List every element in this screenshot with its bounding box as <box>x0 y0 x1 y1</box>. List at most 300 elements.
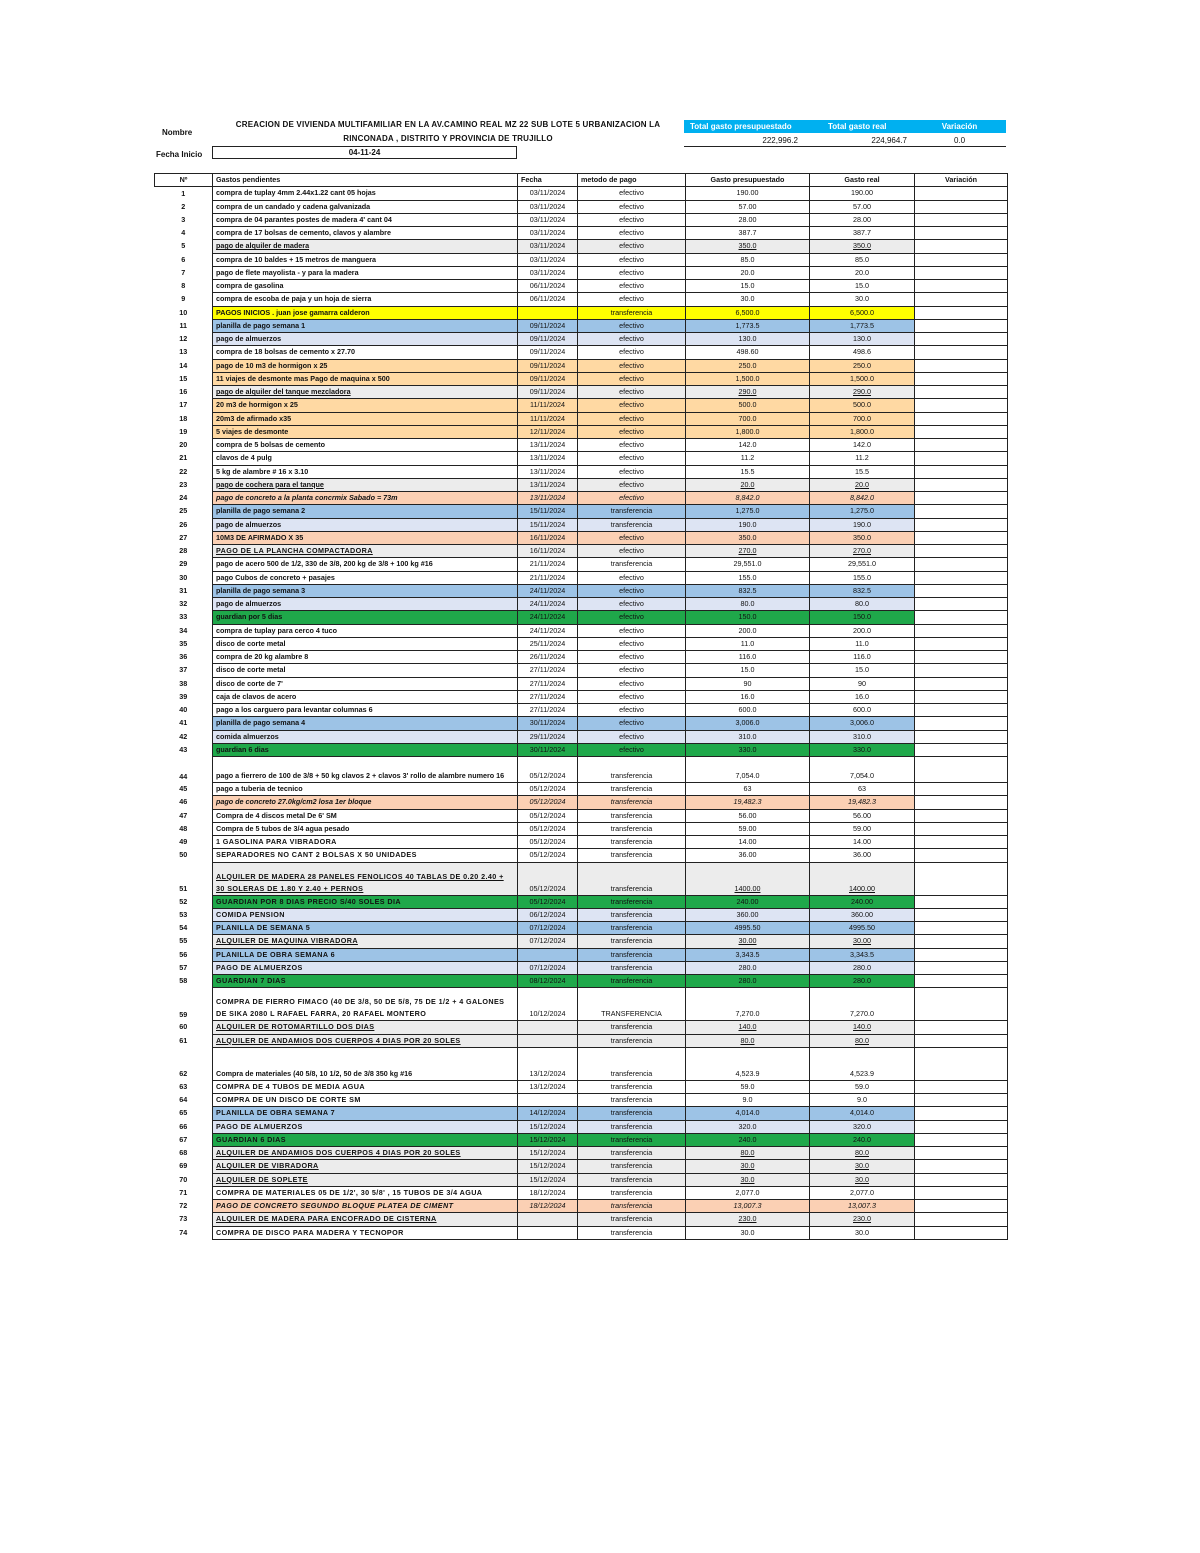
row-number[interactable]: 44 <box>155 757 213 783</box>
expense-date[interactable]: 24/11/2024 <box>518 624 578 637</box>
variance-cell[interactable] <box>915 266 1008 279</box>
budgeted-amount[interactable]: 240.00 <box>686 895 810 908</box>
row-number[interactable]: 45 <box>155 783 213 796</box>
variance-cell[interactable] <box>915 822 1008 835</box>
variance-cell[interactable] <box>915 571 1008 584</box>
row-number[interactable]: 66 <box>155 1120 213 1133</box>
budgeted-amount[interactable]: 28.00 <box>686 213 810 226</box>
variance-cell[interactable] <box>915 624 1008 637</box>
variance-cell[interactable] <box>915 690 1008 703</box>
variance-cell[interactable] <box>915 253 1008 266</box>
payment-method[interactable]: transferencia <box>578 935 686 948</box>
payment-method[interactable]: transferencia <box>578 822 686 835</box>
budgeted-amount[interactable]: 155.0 <box>686 571 810 584</box>
budgeted-amount[interactable]: 280.0 <box>686 975 810 988</box>
actual-amount[interactable]: 190.0 <box>810 518 915 531</box>
payment-method[interactable]: transferencia <box>578 1107 686 1120</box>
variance-cell[interactable] <box>915 895 1008 908</box>
budgeted-amount[interactable]: 80.0 <box>686 598 810 611</box>
expense-description[interactable]: pago a los carguero para levantar columnas 6 <box>213 704 518 717</box>
expense-date[interactable] <box>518 1226 578 1239</box>
payment-method[interactable]: efectivo <box>578 319 686 332</box>
variance-cell[interactable] <box>915 240 1008 253</box>
budgeted-amount[interactable]: 330.0 <box>686 743 810 756</box>
actual-amount[interactable]: 1400.00 <box>810 862 915 895</box>
expense-date[interactable]: 27/11/2024 <box>518 677 578 690</box>
actual-amount[interactable]: 11.2 <box>810 452 915 465</box>
actual-amount[interactable]: 15.0 <box>810 280 915 293</box>
expense-description[interactable]: compra de gasolina <box>213 280 518 293</box>
expense-date[interactable]: 13/12/2024 <box>518 1080 578 1093</box>
budgeted-amount[interactable]: 1,500.0 <box>686 372 810 385</box>
actual-amount[interactable]: 150.0 <box>810 611 915 624</box>
expense-description[interactable]: PLANILLA DE SEMANA 5 <box>213 922 518 935</box>
payment-method[interactable]: efectivo <box>578 531 686 544</box>
actual-amount[interactable]: 29,551.0 <box>810 558 915 571</box>
budgeted-amount[interactable]: 14.00 <box>686 836 810 849</box>
row-number[interactable]: 39 <box>155 690 213 703</box>
expense-date[interactable]: 05/12/2024 <box>518 895 578 908</box>
expense-description[interactable]: comida almuerzos <box>213 730 518 743</box>
row-number[interactable]: 54 <box>155 922 213 935</box>
row-number[interactable]: 21 <box>155 452 213 465</box>
expense-description[interactable]: compra de 04 parantes postes de madera 4' cant 04 <box>213 213 518 226</box>
expense-date[interactable]: 15/12/2024 <box>518 1133 578 1146</box>
row-number[interactable]: 22 <box>155 465 213 478</box>
variance-cell[interactable] <box>915 518 1008 531</box>
budgeted-amount[interactable]: 280.0 <box>686 961 810 974</box>
expense-description[interactable]: clavos de 4 pulg <box>213 452 518 465</box>
payment-method[interactable]: efectivo <box>578 743 686 756</box>
payment-method[interactable]: efectivo <box>578 690 686 703</box>
actual-amount[interactable]: 130.0 <box>810 333 915 346</box>
payment-method[interactable]: transferencia <box>578 783 686 796</box>
budgeted-amount[interactable]: 2,077.0 <box>686 1186 810 1199</box>
budgeted-amount[interactable]: 8,842.0 <box>686 492 810 505</box>
budgeted-amount[interactable]: 3,006.0 <box>686 717 810 730</box>
actual-amount[interactable]: 155.0 <box>810 571 915 584</box>
expense-description[interactable]: ALQUILER DE ANDAMIOS DOS CUERPOS 4 DIAS POR 20 SOLES <box>213 1147 518 1160</box>
variance-cell[interactable] <box>915 961 1008 974</box>
row-number[interactable]: 64 <box>155 1094 213 1107</box>
variance-cell[interactable] <box>915 213 1008 226</box>
payment-method[interactable]: transferencia <box>578 961 686 974</box>
payment-method[interactable]: transferencia <box>578 1186 686 1199</box>
payment-method[interactable]: efectivo <box>578 465 686 478</box>
payment-method[interactable]: efectivo <box>578 730 686 743</box>
expense-description[interactable]: disco de corte metal <box>213 637 518 650</box>
variance-cell[interactable] <box>915 425 1008 438</box>
row-number[interactable]: 49 <box>155 836 213 849</box>
budgeted-amount[interactable]: 15.0 <box>686 664 810 677</box>
variance-cell[interactable] <box>915 1094 1008 1107</box>
expense-description[interactable]: PLANILLA DE OBRA SEMANA 7 <box>213 1107 518 1120</box>
row-number[interactable]: 15 <box>155 372 213 385</box>
actual-amount[interactable]: 30.0 <box>810 1173 915 1186</box>
expense-description[interactable]: planilla de pago semana 1 <box>213 319 518 332</box>
expense-date[interactable]: 03/11/2024 <box>518 253 578 266</box>
row-number[interactable]: 43 <box>155 743 213 756</box>
expense-date[interactable]: 05/12/2024 <box>518 783 578 796</box>
variance-cell[interactable] <box>915 531 1008 544</box>
budgeted-amount[interactable]: 16.0 <box>686 690 810 703</box>
row-number[interactable]: 29 <box>155 558 213 571</box>
expense-description[interactable]: COMPRA DE 4 TUBOS DE MEDIA AGUA <box>213 1080 518 1093</box>
payment-method[interactable]: efectivo <box>578 651 686 664</box>
variance-cell[interactable] <box>915 717 1008 730</box>
expense-date[interactable]: 06/11/2024 <box>518 293 578 306</box>
row-number[interactable]: 74 <box>155 1226 213 1239</box>
expense-date[interactable]: 05/12/2024 <box>518 809 578 822</box>
payment-method[interactable]: efectivo <box>578 439 686 452</box>
expense-description[interactable]: 20 m3 de hormigon x 25 <box>213 399 518 412</box>
payment-method[interactable]: transferencia <box>578 836 686 849</box>
payment-method[interactable]: efectivo <box>578 346 686 359</box>
actual-amount[interactable]: 1,773.5 <box>810 319 915 332</box>
variance-cell[interactable] <box>915 730 1008 743</box>
variance-cell[interactable] <box>915 319 1008 332</box>
expense-description[interactable]: COMPRA DE UN DISCO DE CORTE SM <box>213 1094 518 1107</box>
expense-date[interactable]: 15/12/2024 <box>518 1160 578 1173</box>
actual-amount[interactable]: 59.00 <box>810 822 915 835</box>
expense-description[interactable]: Compra de 4 discos metal De 6' SM <box>213 809 518 822</box>
payment-method[interactable]: efectivo <box>578 386 686 399</box>
actual-amount[interactable]: 4,523.9 <box>810 1047 915 1080</box>
variance-cell[interactable] <box>915 1107 1008 1120</box>
payment-method[interactable]: TRANSFERENCIA <box>578 988 686 1021</box>
actual-amount[interactable]: 700.0 <box>810 412 915 425</box>
row-number[interactable]: 53 <box>155 908 213 921</box>
payment-method[interactable]: efectivo <box>578 293 686 306</box>
budgeted-amount[interactable]: 290.0 <box>686 386 810 399</box>
budgeted-amount[interactable]: 116.0 <box>686 651 810 664</box>
actual-amount[interactable]: 140.0 <box>810 1021 915 1034</box>
payment-method[interactable]: efectivo <box>578 598 686 611</box>
variance-cell[interactable] <box>915 1080 1008 1093</box>
expense-date[interactable]: 24/11/2024 <box>518 611 578 624</box>
budgeted-amount[interactable]: 600.0 <box>686 704 810 717</box>
budgeted-amount[interactable]: 30.0 <box>686 1160 810 1173</box>
expense-description[interactable]: pago de cochera para el tanque <box>213 478 518 491</box>
budgeted-amount[interactable]: 4,523.9 <box>686 1047 810 1080</box>
actual-amount[interactable]: 330.0 <box>810 743 915 756</box>
variance-cell[interactable] <box>915 1160 1008 1173</box>
actual-amount[interactable]: 142.0 <box>810 439 915 452</box>
budgeted-amount[interactable]: 56.00 <box>686 809 810 822</box>
expense-date[interactable]: 15/12/2024 <box>518 1173 578 1186</box>
variance-cell[interactable] <box>915 399 1008 412</box>
payment-method[interactable]: transferencia <box>578 1160 686 1173</box>
row-number[interactable]: 70 <box>155 1173 213 1186</box>
expense-date[interactable]: 09/11/2024 <box>518 319 578 332</box>
variance-cell[interactable] <box>915 465 1008 478</box>
expense-date[interactable]: 18/12/2024 <box>518 1200 578 1213</box>
payment-method[interactable]: transferencia <box>578 1226 686 1239</box>
expense-description[interactable]: PLANILLA DE OBRA SEMANA 6 <box>213 948 518 961</box>
expense-description[interactable]: COMPRA DE DISCO PARA MADERA Y TECNOPOR <box>213 1226 518 1239</box>
expense-description[interactable]: Compra de 5 tubos de 3/4 agua pesado <box>213 822 518 835</box>
row-number[interactable]: 47 <box>155 809 213 822</box>
variance-cell[interactable] <box>915 584 1008 597</box>
expense-date[interactable]: 15/11/2024 <box>518 505 578 518</box>
budgeted-amount[interactable]: 320.0 <box>686 1120 810 1133</box>
actual-amount[interactable]: 13,007.3 <box>810 1200 915 1213</box>
expense-date[interactable]: 09/11/2024 <box>518 346 578 359</box>
payment-method[interactable]: efectivo <box>578 492 686 505</box>
row-number[interactable]: 67 <box>155 1133 213 1146</box>
expense-description[interactable]: pago de almuerzos <box>213 598 518 611</box>
expense-date[interactable]: 21/11/2024 <box>518 571 578 584</box>
expense-description[interactable]: 5 viajes de desmonte <box>213 425 518 438</box>
budgeted-amount[interactable]: 498.60 <box>686 346 810 359</box>
expense-description[interactable]: planilla de pago semana 2 <box>213 505 518 518</box>
expense-date[interactable]: 03/11/2024 <box>518 240 578 253</box>
row-number[interactable]: 4 <box>155 227 213 240</box>
expense-description[interactable]: COMPRA DE FIERRO FIMACO (40 DE 3/8, 50 DE 5/8, 75 DE 1/2 + 4 GALONES DE SIKA 2080 L RAFAEL FARRA, 20 RAFAEL MONTERO <box>213 988 518 1021</box>
row-number[interactable]: 71 <box>155 1186 213 1199</box>
variance-cell[interactable] <box>915 1226 1008 1239</box>
expense-date[interactable]: 10/12/2024 <box>518 988 578 1021</box>
expense-date[interactable]: 21/11/2024 <box>518 558 578 571</box>
actual-amount[interactable]: 19,482.3 <box>810 796 915 809</box>
row-number[interactable]: 18 <box>155 412 213 425</box>
payment-method[interactable]: transferencia <box>578 1200 686 1213</box>
expense-description[interactable]: Compra de materiales (40 5/8, 10 1/2, 50 de 3/8 350 kg #16 <box>213 1047 518 1080</box>
actual-amount[interactable]: 30.0 <box>810 293 915 306</box>
actual-amount[interactable]: 320.0 <box>810 1120 915 1133</box>
actual-amount[interactable]: 6,500.0 <box>810 306 915 319</box>
expense-description[interactable]: PAGO DE ALMUERZOS <box>213 1120 518 1133</box>
budgeted-amount[interactable]: 130.0 <box>686 333 810 346</box>
actual-amount[interactable]: 270.0 <box>810 545 915 558</box>
payment-method[interactable]: transferencia <box>578 306 686 319</box>
payment-method[interactable]: efectivo <box>578 280 686 293</box>
variance-cell[interactable] <box>915 492 1008 505</box>
actual-amount[interactable]: 3,343.5 <box>810 948 915 961</box>
row-number[interactable]: 16 <box>155 386 213 399</box>
expense-description[interactable]: COMIDA PENSION <box>213 908 518 921</box>
variance-cell[interactable] <box>915 651 1008 664</box>
expense-description[interactable]: pago de almuerzos <box>213 518 518 531</box>
payment-method[interactable]: efectivo <box>578 187 686 200</box>
actual-amount[interactable]: 240.00 <box>810 895 915 908</box>
actual-amount[interactable]: 600.0 <box>810 704 915 717</box>
payment-method[interactable]: efectivo <box>578 664 686 677</box>
payment-method[interactable]: efectivo <box>578 637 686 650</box>
variance-cell[interactable] <box>915 439 1008 452</box>
expense-date[interactable]: 09/11/2024 <box>518 333 578 346</box>
expense-description[interactable]: guardian 6 dias <box>213 743 518 756</box>
expense-date[interactable]: 24/11/2024 <box>518 598 578 611</box>
payment-method[interactable]: efectivo <box>578 584 686 597</box>
row-number[interactable]: 69 <box>155 1160 213 1173</box>
variance-cell[interactable] <box>915 1200 1008 1213</box>
payment-method[interactable]: transferencia <box>578 558 686 571</box>
variance-cell[interactable] <box>915 743 1008 756</box>
expense-description[interactable]: pago Cubos de concreto + pasajes <box>213 571 518 584</box>
actual-amount[interactable]: 2,077.0 <box>810 1186 915 1199</box>
row-number[interactable]: 60 <box>155 1021 213 1034</box>
payment-method[interactable]: transferencia <box>578 1120 686 1133</box>
expense-description[interactable]: pago de alquiler de madera <box>213 240 518 253</box>
expense-description[interactable]: ALQUILER DE ANDAMIOS DOS CUERPOS 4 DIAS POR 20 SOLES <box>213 1034 518 1047</box>
budgeted-amount[interactable]: 59.0 <box>686 1080 810 1093</box>
expense-description[interactable]: compra de escoba de paja y un hoja de sierra <box>213 293 518 306</box>
payment-method[interactable]: transferencia <box>578 948 686 961</box>
expense-description[interactable]: pago de concreto 27.0kg/cm2 losa 1er bloque <box>213 796 518 809</box>
actual-amount[interactable]: 30.00 <box>810 935 915 948</box>
expense-description[interactable]: pago de alquiler del tanque mezcladora <box>213 386 518 399</box>
actual-amount[interactable]: 280.0 <box>810 961 915 974</box>
budgeted-amount[interactable]: 80.0 <box>686 1147 810 1160</box>
variance-cell[interactable] <box>915 1147 1008 1160</box>
variance-cell[interactable] <box>915 598 1008 611</box>
row-number[interactable]: 1 <box>155 187 213 200</box>
expense-date[interactable]: 13/11/2024 <box>518 492 578 505</box>
budgeted-amount[interactable]: 240.0 <box>686 1133 810 1146</box>
total-presupuestado-value[interactable]: 222,996.2 <box>684 134 808 147</box>
expense-date[interactable]: 08/12/2024 <box>518 975 578 988</box>
budgeted-amount[interactable]: 19,482.3 <box>686 796 810 809</box>
expense-date[interactable] <box>518 1213 578 1226</box>
expense-date[interactable] <box>518 1094 578 1107</box>
actual-amount[interactable]: 387.7 <box>810 227 915 240</box>
expense-description[interactable]: compra de 18 bolsas de cemento x 27.70 <box>213 346 518 359</box>
expense-description[interactable]: compra de tuplay 4mm 2.44x1.22 cant 05 hojas <box>213 187 518 200</box>
budgeted-amount[interactable]: 80.0 <box>686 1034 810 1047</box>
actual-amount[interactable]: 14.00 <box>810 836 915 849</box>
expense-date[interactable]: 03/11/2024 <box>518 213 578 226</box>
actual-amount[interactable]: 80.0 <box>810 1147 915 1160</box>
variance-cell[interactable] <box>915 1173 1008 1186</box>
expense-date[interactable]: 13/11/2024 <box>518 478 578 491</box>
row-number[interactable]: 55 <box>155 935 213 948</box>
variance-cell[interactable] <box>915 1034 1008 1047</box>
expense-date[interactable]: 14/12/2024 <box>518 1107 578 1120</box>
payment-method[interactable]: efectivo <box>578 227 686 240</box>
actual-amount[interactable]: 4995.50 <box>810 922 915 935</box>
expense-date[interactable]: 09/11/2024 <box>518 359 578 372</box>
actual-amount[interactable]: 280.0 <box>810 975 915 988</box>
row-number[interactable]: 23 <box>155 478 213 491</box>
row-number[interactable]: 28 <box>155 545 213 558</box>
expense-description[interactable]: compra de 5 bolsas de cemento <box>213 439 518 452</box>
actual-amount[interactable]: 3,006.0 <box>810 717 915 730</box>
expense-description[interactable]: disco de corte de 7' <box>213 677 518 690</box>
row-number[interactable]: 2 <box>155 200 213 213</box>
actual-amount[interactable]: 7,054.0 <box>810 757 915 783</box>
expense-date[interactable]: 15/12/2024 <box>518 1147 578 1160</box>
expense-description[interactable]: ALQUILER DE MADERA 28 PANELES FENOLICOS 40 TABLAS DE 0.20 2.40 + 30 SOLERAS DE 1.80 Y 2.40 + PERNOS <box>213 862 518 895</box>
expense-description[interactable]: COMPRA DE MATERIALES 05 DE 1/2', 30 5/8' , 15 TUBOS DE 3/4 AGUA <box>213 1186 518 1199</box>
row-number[interactable]: 27 <box>155 531 213 544</box>
expense-description[interactable]: pago a fierrero de 100 de 3/8 + 50 kg clavos 2 + clavos 3' rollo de alambre numero 16 <box>213 757 518 783</box>
payment-method[interactable]: efectivo <box>578 240 686 253</box>
actual-amount[interactable]: 85.0 <box>810 253 915 266</box>
variance-cell[interactable] <box>915 862 1008 895</box>
payment-method[interactable]: transferencia <box>578 1034 686 1047</box>
row-number[interactable]: 7 <box>155 266 213 279</box>
row-number[interactable]: 59 <box>155 988 213 1021</box>
row-number[interactable]: 35 <box>155 637 213 650</box>
row-number[interactable]: 41 <box>155 717 213 730</box>
payment-method[interactable]: transferencia <box>578 809 686 822</box>
actual-amount[interactable]: 80.0 <box>810 1034 915 1047</box>
payment-method[interactable]: efectivo <box>578 704 686 717</box>
row-number[interactable]: 50 <box>155 849 213 862</box>
payment-method[interactable]: transferencia <box>578 1094 686 1107</box>
budgeted-amount[interactable]: 59.00 <box>686 822 810 835</box>
expense-date[interactable]: 05/12/2024 <box>518 862 578 895</box>
expense-date[interactable]: 07/12/2024 <box>518 922 578 935</box>
expense-description[interactable]: compra de un candado y cadena galvanizada <box>213 200 518 213</box>
variance-cell[interactable] <box>915 333 1008 346</box>
payment-method[interactable]: efectivo <box>578 571 686 584</box>
fecha-inicio-value[interactable]: 04-11-24 <box>212 146 517 159</box>
expense-date[interactable]: 03/11/2024 <box>518 200 578 213</box>
budgeted-amount[interactable]: 190.00 <box>686 187 810 200</box>
budgeted-amount[interactable]: 387.7 <box>686 227 810 240</box>
budgeted-amount[interactable]: 230.0 <box>686 1213 810 1226</box>
expense-description[interactable]: ALQUILER DE MADERA PARA ENCOFRADO DE CISTERNA <box>213 1213 518 1226</box>
budgeted-amount[interactable]: 360.00 <box>686 908 810 921</box>
expense-date[interactable]: 27/11/2024 <box>518 704 578 717</box>
row-number[interactable]: 65 <box>155 1107 213 1120</box>
actual-amount[interactable]: 90 <box>810 677 915 690</box>
row-number[interactable]: 40 <box>155 704 213 717</box>
expense-date[interactable]: 12/11/2024 <box>518 425 578 438</box>
expense-description[interactable]: planilla de pago semana 4 <box>213 717 518 730</box>
variance-cell[interactable] <box>915 306 1008 319</box>
variance-cell[interactable] <box>915 809 1008 822</box>
actual-amount[interactable]: 7,270.0 <box>810 988 915 1021</box>
expense-date[interactable]: 30/11/2024 <box>518 743 578 756</box>
row-number[interactable]: 61 <box>155 1034 213 1047</box>
variance-cell[interactable] <box>915 386 1008 399</box>
expense-date[interactable]: 30/11/2024 <box>518 717 578 730</box>
variance-cell[interactable] <box>915 922 1008 935</box>
row-number[interactable]: 42 <box>155 730 213 743</box>
payment-method[interactable]: efectivo <box>578 412 686 425</box>
expense-description[interactable]: disco de corte metal <box>213 664 518 677</box>
actual-amount[interactable]: 80.0 <box>810 598 915 611</box>
actual-amount[interactable]: 290.0 <box>810 386 915 399</box>
actual-amount[interactable]: 16.0 <box>810 690 915 703</box>
row-number[interactable]: 17 <box>155 399 213 412</box>
budgeted-amount[interactable]: 85.0 <box>686 253 810 266</box>
budgeted-amount[interactable]: 270.0 <box>686 545 810 558</box>
expense-date[interactable]: 29/11/2024 <box>518 730 578 743</box>
expense-date[interactable]: 06/11/2024 <box>518 280 578 293</box>
payment-method[interactable]: efectivo <box>578 478 686 491</box>
variance-cell[interactable] <box>915 611 1008 624</box>
row-number[interactable]: 26 <box>155 518 213 531</box>
expense-date[interactable]: 07/12/2024 <box>518 935 578 948</box>
budgeted-amount[interactable]: 30.0 <box>686 293 810 306</box>
budgeted-amount[interactable]: 9.0 <box>686 1094 810 1107</box>
actual-amount[interactable]: 1,275.0 <box>810 505 915 518</box>
actual-amount[interactable]: 15.0 <box>810 664 915 677</box>
expense-description[interactable]: pago de almuerzos <box>213 333 518 346</box>
row-number[interactable]: 30 <box>155 571 213 584</box>
actual-amount[interactable]: 1,500.0 <box>810 372 915 385</box>
row-number[interactable]: 51 <box>155 862 213 895</box>
row-number[interactable]: 11 <box>155 319 213 332</box>
expense-date[interactable]: 18/12/2024 <box>518 1186 578 1199</box>
budgeted-amount[interactable]: 140.0 <box>686 1021 810 1034</box>
expense-description[interactable]: 5 kg de alambre # 16 x 3.10 <box>213 465 518 478</box>
variance-cell[interactable] <box>915 704 1008 717</box>
